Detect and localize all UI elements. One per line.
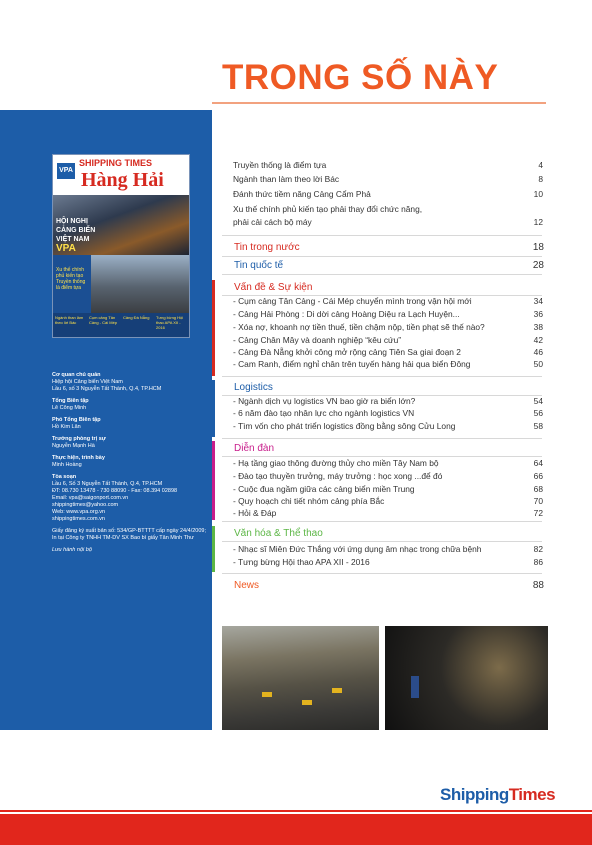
toc-row-title: - Cảng Hải Phòng : Di dời cảng Hoàng Diệu ra Lạch Huyện... [233, 309, 460, 319]
toc-row-page: 12 [533, 217, 543, 227]
cover-strip-item: Tưng bừng Hội thao APA XII - 2016 [156, 315, 184, 330]
toc-row[interactable] [233, 359, 543, 372]
toc-row[interactable] [233, 189, 543, 202]
cover-subhead: Xu thế chính phủ kiến tạo Truyền thống là điểm tựa [56, 267, 86, 291]
masthead-note: Lưu hành nội bộ [52, 547, 92, 553]
toc-row-page: 56 [533, 408, 543, 418]
toc-row-page: 8 [538, 174, 543, 184]
masthead-text: Hiệp hội Cảng biển Việt Nam Lầu 6, số 3 Nguyễn Tất Thành, Q.4, TP.HCM [52, 379, 162, 392]
toc-row-page: 34 [533, 296, 543, 306]
toc-row-page: 10 [533, 189, 543, 199]
cover-thumbnail[interactable] [52, 154, 190, 338]
toc-row-page: 58 [533, 421, 543, 431]
toc-row-page: 54 [533, 396, 543, 406]
toc-row-news[interactable] [234, 580, 544, 594]
toc-section-title[interactable]: Diễn đàn [234, 443, 275, 454]
brand-part: Times [508, 785, 556, 804]
divider [222, 376, 542, 377]
toc-row-title: - Cảng Chân Mây và doanh nghiệp “kêu cứu” [233, 335, 402, 345]
toc-row-title: - Hỏi & Đáp [233, 508, 277, 518]
cover-strip-item: Ngành than làm theo lời Bác [55, 315, 84, 325]
toc-row-page: 64 [533, 458, 543, 468]
toc-row[interactable] [233, 544, 543, 557]
masthead-text: Lê Công Minh [52, 405, 87, 411]
toc-row[interactable] [233, 458, 543, 471]
cover-headline-line: VIỆT NAM [56, 236, 90, 243]
toc-section-title[interactable]: Văn hóa & Thể thao [234, 528, 323, 539]
cover-strip-item: Cụm cảng Tân Cảng - Cái Mép [89, 315, 118, 325]
toc-row-page: 82 [533, 544, 543, 554]
masthead-text: Lầu 6, Số 3 Nguyễn Tất Thành, Q.4, TP.HCM ĐT: 08.730 13478 - 730 88090 - Fax: 08.394 02898 Email: vpa@saigonport.com.vn shippingtimes@yahoo.com Web: www.vpa.org.vn shippingtimes.com.vn [52, 481, 178, 522]
toc-row-page: 28 [532, 260, 544, 271]
toc-row-title: Xu thế chính phủ kiến tạo phải thay đổi chức năng, [233, 204, 423, 214]
cover-headline-line: VPA [56, 243, 76, 254]
toc-row-title: - Cảng Đà Nẵng khởi công mở rộng cảng Tiên Sa giai đoạn 2 [233, 347, 461, 357]
toc-row-page: 38 [533, 322, 543, 332]
toc-row[interactable] [233, 204, 543, 217]
divider [222, 456, 542, 457]
masthead-text: Hồ Kim Lân [52, 424, 81, 430]
toc-row-page: 4 [538, 160, 543, 170]
toc-section-title: News [234, 580, 260, 591]
toc-row[interactable] [233, 217, 543, 230]
vpa-logo: VPA [57, 163, 75, 179]
divider [222, 521, 542, 522]
footer-bar [0, 814, 592, 845]
toc-row-title: - Quy hoạch chi tiết nhóm cảng phía Bắc [233, 496, 385, 506]
toc-row-title: - Tưng bừng Hội thao APA XII - 2016 [233, 557, 370, 567]
footer-line [0, 810, 592, 812]
page-title: TRONG SỐ NÀY [222, 58, 499, 97]
masthead-label: Tổng Biên tập [52, 398, 89, 404]
toc-row-title: - 6 năm đào tạo nhân lực cho ngành logistics VN [233, 408, 415, 418]
toc-row-title: - Hạ tầng giao thông đường thủy cho miền Tây Nam bộ [233, 458, 439, 468]
cover-strip [53, 313, 189, 337]
toc-section-title: Tin quốc tế [234, 260, 284, 271]
toc-row[interactable] [233, 160, 543, 173]
toc-row-page: 70 [533, 496, 543, 506]
truck [332, 688, 342, 693]
masthead-text: Minh Hoàng [52, 462, 82, 468]
toc-row-page: 46 [533, 347, 543, 357]
masthead-label: Trưởng phòng trị sự [52, 436, 106, 442]
divider [222, 541, 542, 542]
coal-mine-photo [385, 626, 548, 730]
toc-row-title: - Xóa nợ, khoanh nợ tiền thuế, tiền chậm nộp, tiền phạt sẽ thế nào? [233, 322, 485, 332]
toc-section-title[interactable]: Logistics [234, 382, 273, 393]
toc-row-title: - Tìm vốn cho phát triển logistics đồng bằng sông Cửu Long [233, 421, 456, 431]
toc-row[interactable] [233, 174, 543, 187]
toc-row[interactable] [233, 471, 543, 484]
toc-row-title: Ngành than làm theo lời Bác [233, 174, 340, 184]
toc-section-title[interactable]: Vấn đề & Sự kiện [234, 282, 313, 293]
toc-row-page: 66 [533, 471, 543, 481]
toc-row-page: 86 [533, 557, 543, 567]
toc-row-page: 68 [533, 484, 543, 494]
cover-magazine-top: SHIPPING TIMES [79, 158, 153, 168]
toc-section-title: Tin trong nước [234, 242, 300, 253]
toc-row[interactable] [233, 322, 543, 335]
truck [302, 700, 312, 705]
divider [222, 256, 542, 257]
toc-row-title: - Nhạc sĩ Miên Đức Thắng với ứng dụng âm nhạc trong chữa bệnh [233, 544, 482, 554]
toc-row-title: - Đào tạo thuyền trưởng, máy trưởng : học xong ...để đó [233, 471, 443, 481]
masthead-license: Giấy đăng ký xuất bản số: 534/GP-BTTTT cấp ngày 24/4/2009; In tại Công ty TNHH TM-DV SX Bao bì giấy Tân Minh Thư [52, 528, 206, 541]
toc-row-title: - Cam Ranh, điểm nghỉ chân trên tuyến hàng hải qua biển Đông [233, 359, 471, 369]
toc-row[interactable] [233, 421, 543, 434]
cover-strip-item: Cảng Đà Nẵng [123, 315, 150, 320]
title-divider [212, 102, 546, 104]
toc-row-title: - Ngành dịch vụ logistics VN bao giờ ra biển lớn? [233, 396, 416, 406]
toc-row-page: 42 [533, 335, 543, 345]
toc-row-title: phải cải cách bộ máy [233, 217, 312, 227]
miner [411, 676, 419, 698]
truck [262, 692, 272, 697]
coal-port-photo [222, 626, 379, 730]
masthead-label: Thực hiện, trình bày [52, 455, 105, 461]
toc-row-title: Truyền thống là điểm tựa [233, 160, 327, 170]
divider [222, 573, 542, 574]
brand-part: Shipping [440, 785, 509, 804]
masthead-label: Tòa soạn [52, 474, 77, 480]
toc-row[interactable] [233, 408, 543, 421]
cover-headline-line: CẢNG BIỂN [56, 227, 96, 234]
toc-row-page: 36 [533, 309, 543, 319]
toc-row-title: - Cụm cảng Tân Cảng - Cái Mép chuyển mình trong vận hội mới [233, 296, 472, 306]
divider [222, 235, 542, 236]
sidebar [0, 110, 212, 730]
divider [222, 438, 542, 439]
toc-row-title: - Cuộc đua ngầm giữa các cảng biển miền Trung [233, 484, 415, 494]
toc-row-page: 50 [533, 359, 543, 369]
toc-row-tin-quoc-te[interactable] [234, 260, 544, 274]
masthead [52, 372, 207, 554]
masthead-label: Cơ quan chủ quản [52, 372, 101, 378]
cover-headline-line: HỘI NGHỊ [56, 218, 88, 225]
toc-row-tin-trong-nuoc[interactable] [234, 242, 544, 256]
toc-row[interactable] [233, 296, 543, 309]
masthead-text: Nguyễn Mạnh Hà [52, 443, 95, 449]
toc-row-page: 18 [532, 242, 544, 253]
cover-header [53, 155, 189, 195]
divider [222, 274, 542, 275]
brand-logo [440, 785, 555, 805]
toc-row-title: Đánh thức tiềm năng Cảng Cẩm Phả [233, 189, 371, 199]
toc-row[interactable] [233, 508, 543, 521]
toc-row-page: 88 [532, 580, 544, 591]
toc-row[interactable] [233, 309, 543, 322]
cover-magazine-name: Hàng Hải [81, 169, 164, 191]
cover-headline [56, 217, 96, 253]
toc-row[interactable] [233, 557, 543, 570]
cover-photo-mine [91, 255, 189, 313]
masthead-label: Phó Tổng Biên tập [52, 417, 101, 423]
toc-row-page: 72 [533, 508, 543, 518]
